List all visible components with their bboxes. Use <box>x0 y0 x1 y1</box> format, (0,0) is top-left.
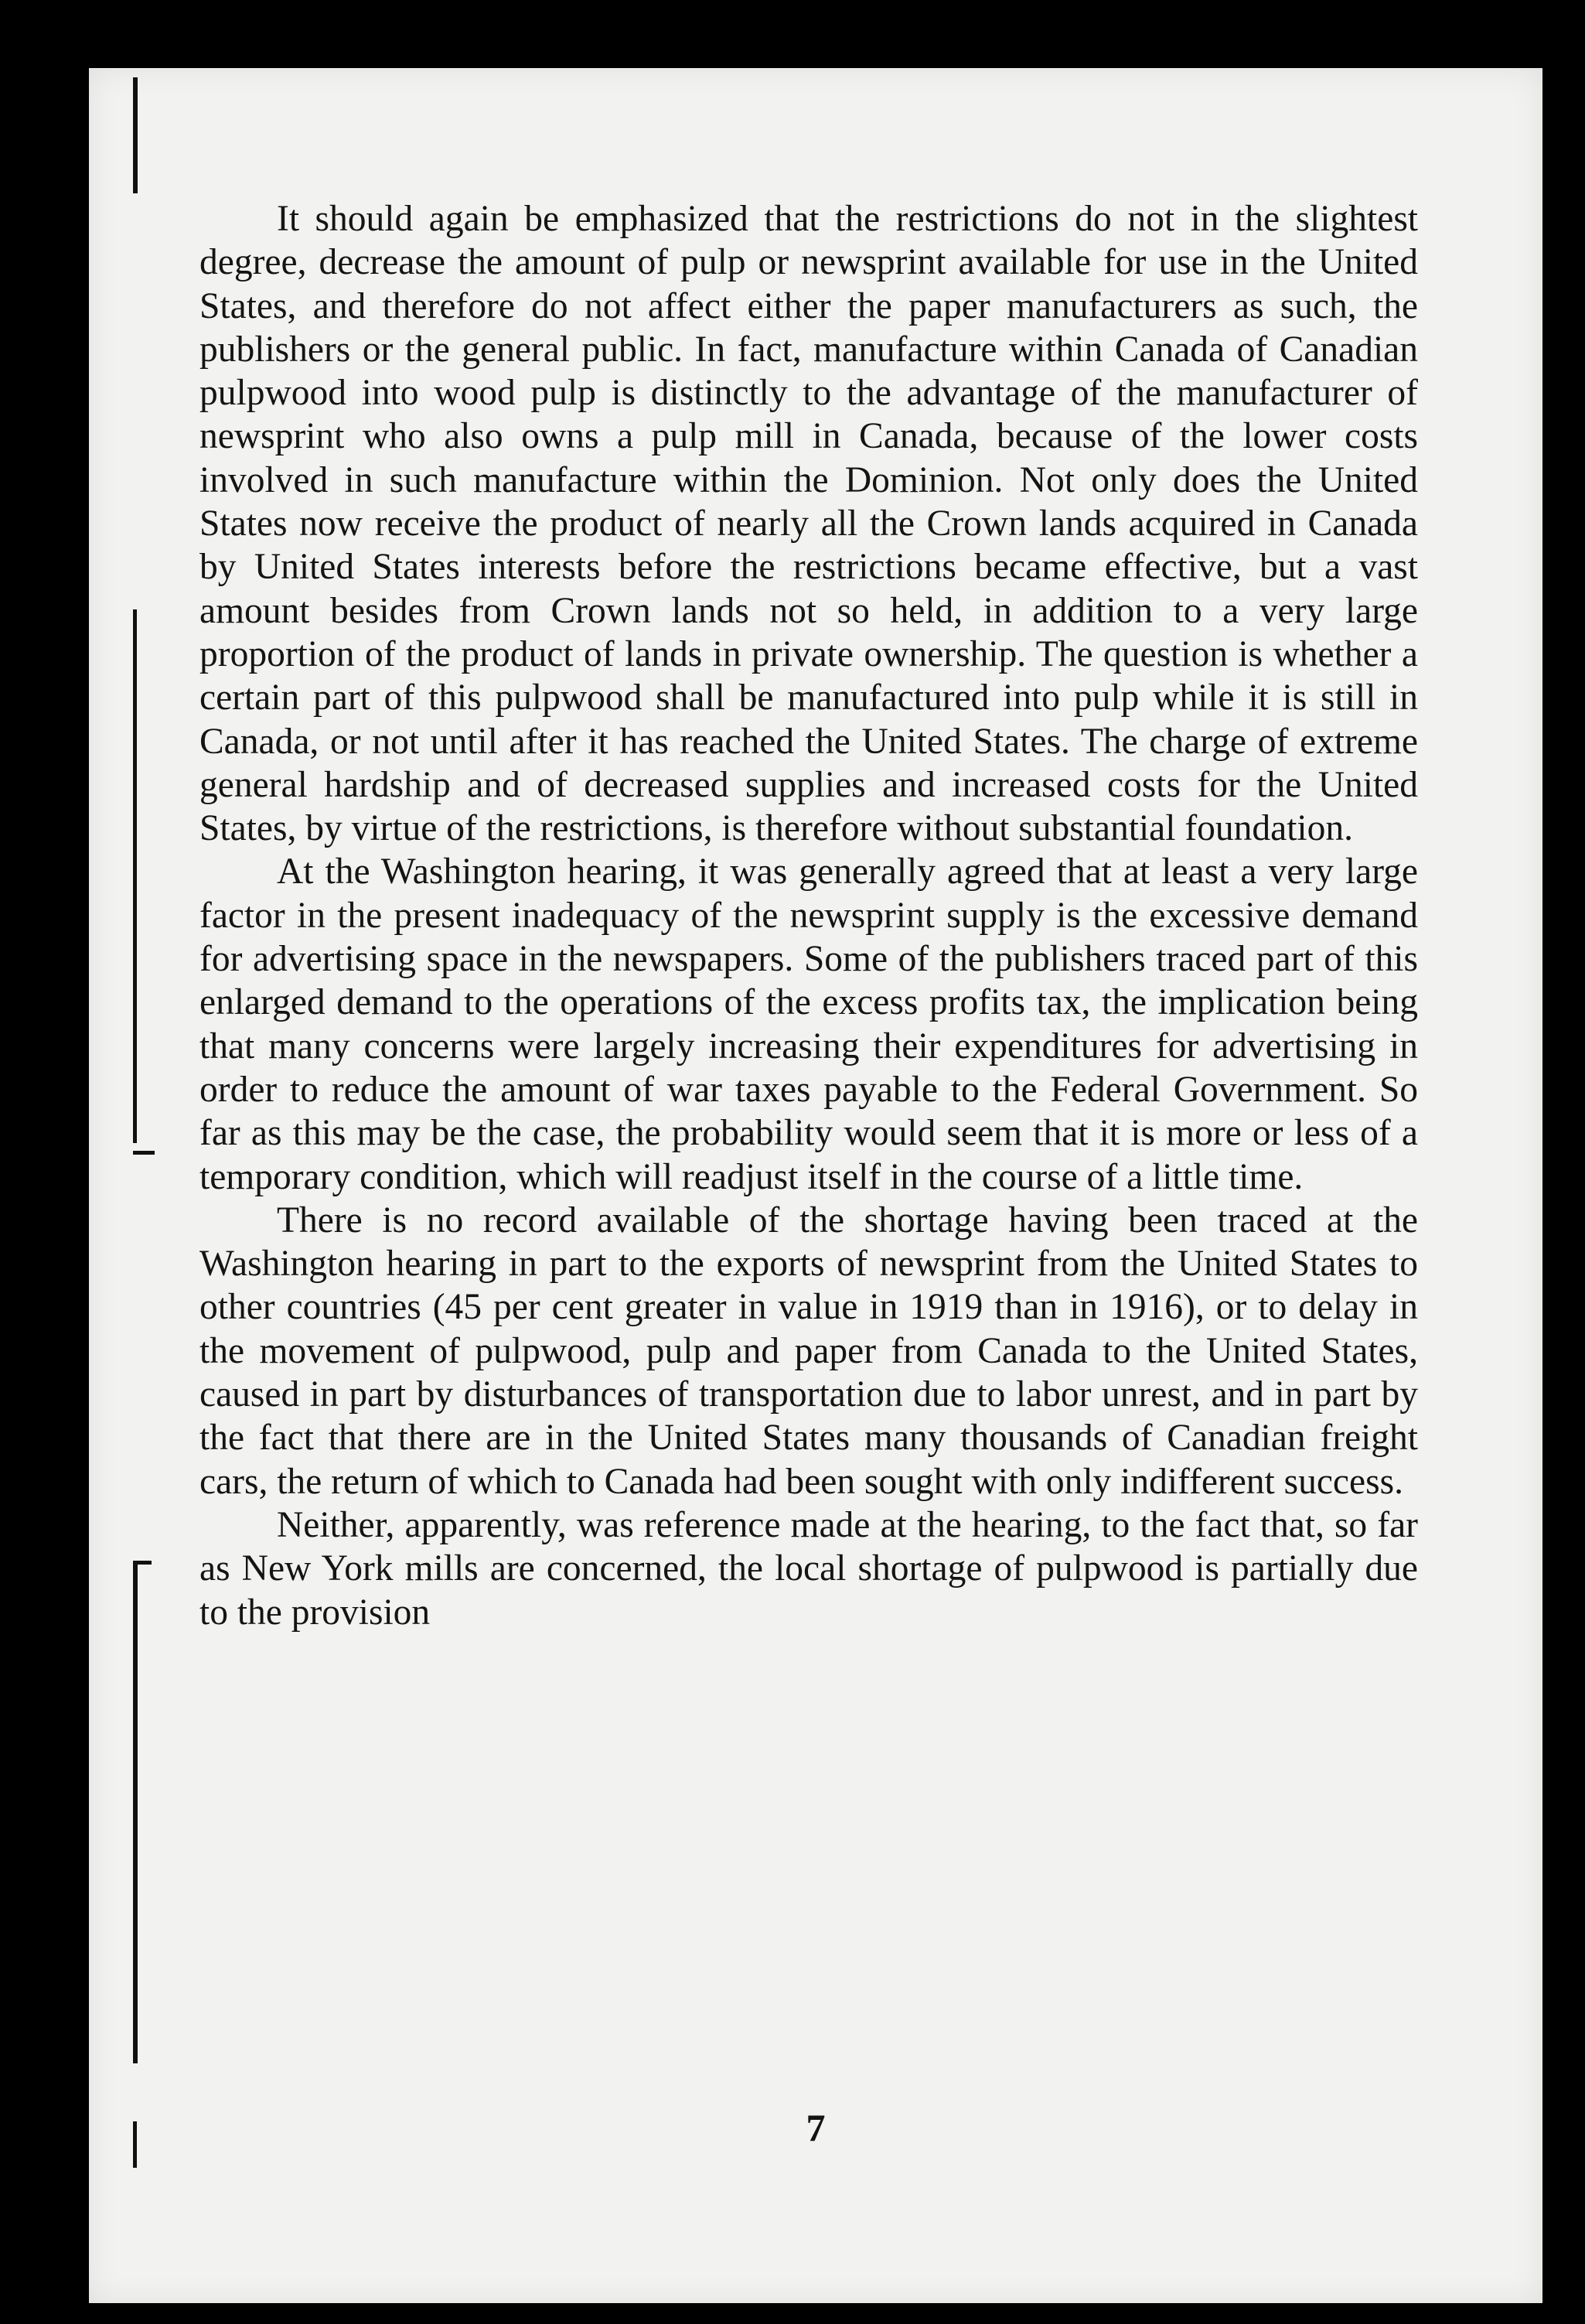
paragraph-washington-hearing: At the Washington hearing, it was generally agreed that at least a very large factor in the present inadequacy of the newsprint supply is the excessive demand for advertising space in the newspapers. Some of the publishers traced part of this enlarged demand to the operations of the excess profits tax, the implication being that many concerns were largely increasing their expenditures for advertising in order to reduce the amount of war taxes payable to the Federal Government. So far as this may be the case, the probability would seem that it is more or less of a temporary condition, which will readjust itself in the course of a little time. <box>199 851 1418 1197</box>
binding-mark <box>133 1561 152 1565</box>
paragraph-new-york-mills: Neither, apparently, was reference made at the hearing, to the fact that, so far as New York mills are concerned, the local shortage of pulpwood is partially due to the provision <box>199 1504 1418 1633</box>
page-number: 7 <box>806 2106 826 2149</box>
binding-mark <box>133 1151 155 1155</box>
binding-mark <box>133 609 137 1143</box>
paragraph-shortage-record: There is no record available of the shortage having been traced at the Washington hearing in part to the exports of newsprint from the United States to other countries (45 per cent greater in value in 1919 than in 1916), or to delay in the movement of pulpwood, pulp and paper from Canada to the United States, caused in part by disturbances of transportation due to labor unrest, and in part by the fact that there are in the United States many thousands of Canadian freight cars, the return of which to Canada had been sought with only indifferent success. <box>199 1200 1418 1502</box>
binding-mark <box>133 1561 138 2063</box>
binding-mark <box>133 77 138 193</box>
paragraph-restrictions: It should again be emphasized that the restrictions do not in the slightest degree, decrease the amount of pulp or newsprint available for use in the United States, and therefore do not affect either the paper manufacturers as such, the publishers or the general public. In fact, manufacture within Canada of Canadian pulpwood into wood pulp is distinctly to the advantage of the manufacturer of newsprint who also owns a pulp mill in Canada, because of the lower costs involved in such manufacture within the Dominion. Not only does the United States now receive the product of nearly all the Crown lands acquired in Canada by United States interests before the restrictions became effective, but a vast amount besides from Crown lands not so held, in addition to a very large proportion of the product of lands in private ownership. The question is whether a certain part of this pulpwood shall be manufactured into pulp while it is still in Canada, or not until after it has reached the United States. The charge of extreme general hardship and of decreased supplies and increased costs for the United States, by virtue of the restrictions, is therefore without substantial foundation. <box>199 199 1418 849</box>
body-text <box>199 197 1418 1634</box>
